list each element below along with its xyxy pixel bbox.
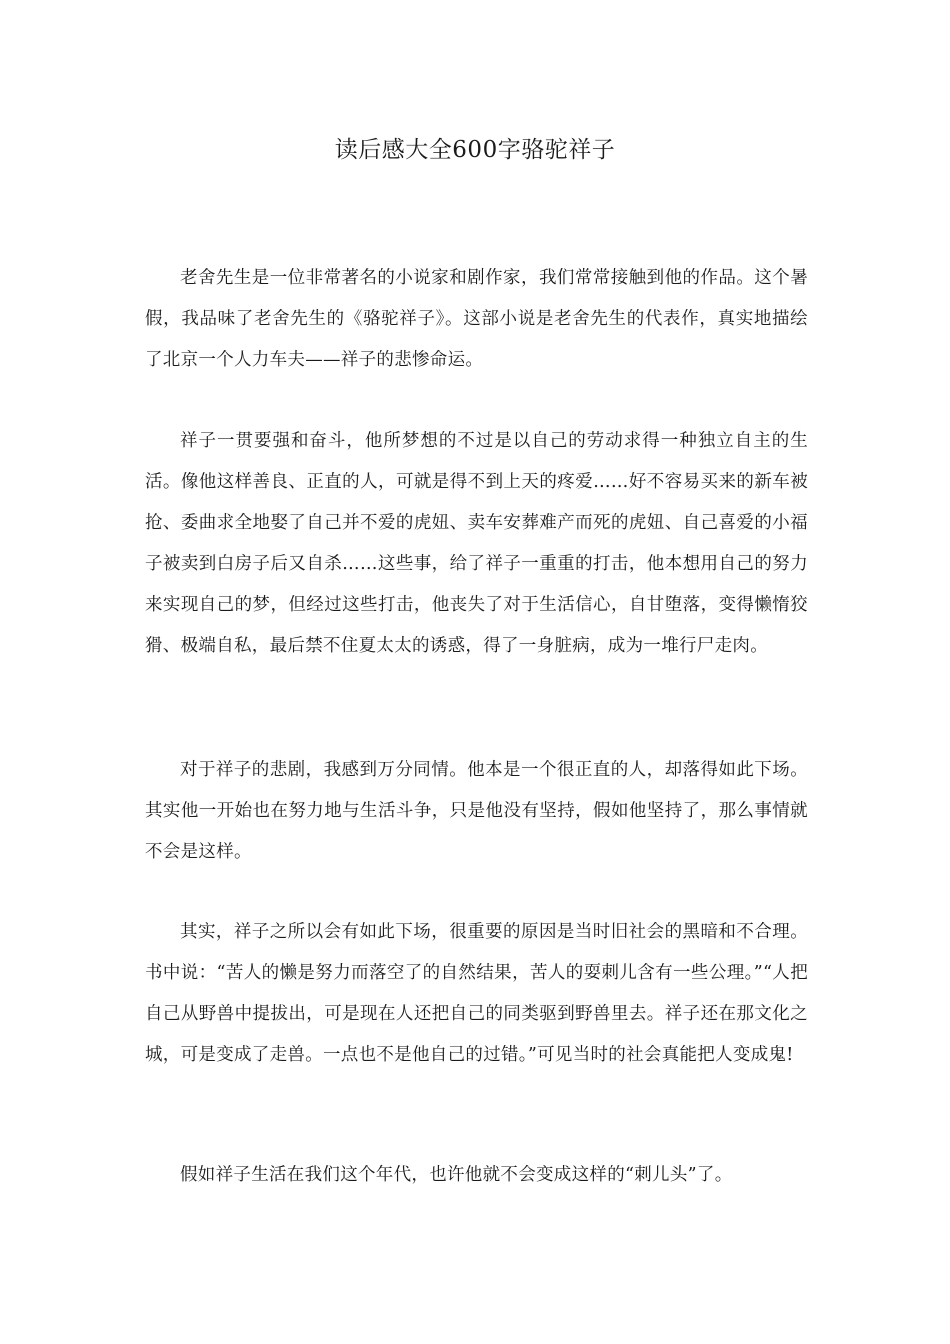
paragraph-5: 假如祥子生活在我们这个年代，也许他就不会变成这样的“刺儿头”了。 (180, 1165, 733, 1185)
paragraph-3: 对于祥子的悲剧，我感到万分同情。他本是一个很正直的人，却落得如此下场。其实他一开始也在努力地与生活斗争，只是他没有坚持，假如他坚持了，那么事情就不会是这样。 (145, 760, 808, 862)
document-title: 读后感大全600字骆驼祥子 (334, 137, 616, 163)
paragraph-4: 其实，祥子之所以会有如此下场，很重要的原因是当时旧社会的黑暗和不合理。书中说：“苦人的懒是努力而落空了的自然结果，苦人的耍刺儿含有一些公理。”“人把自己从野兽中提拔出，可是现在人还把自己的同类驱到野兽里去。祥子还在那文化之城，可是变成了走兽。一点也不是他自己的过错。”可见当时的社会真能把人变成鬼! (145, 922, 808, 1065)
paragraph-2: 祥子一贯要强和奋斗，他所梦想的不过是以自己的劳动求得一种独立自主的生活。像他这样善良、正直的人，可就是得不到上天的疼爱……好不容易买来的新车被抢、委曲求全地娶了自己并不爱的虎妞、卖车安葬难产而死的虎妞、自己喜爱的小福子被卖到白房子后又自杀……这些事，给了祥子一重重的打击，他本想用自己的努力来实现自己的梦，但经过这些打击，他丧失了对于生活信心，自甘堕落，变得懒惰狡猾、极端自私，最后禁不住夏太太的诱惑，得了一身脏病，成为一堆行尸走肉。 (145, 431, 808, 656)
paragraph-1: 老舍先生是一位非常著名的小说家和剧作家，我们常常接触到他的作品。这个暑假，我品味了老舍先生的《骆驼祥子》。这部小说是老舍先生的代表作，真实地描绘了北京一个人力车夫——祥子的悲惨命运。 (145, 268, 808, 370)
